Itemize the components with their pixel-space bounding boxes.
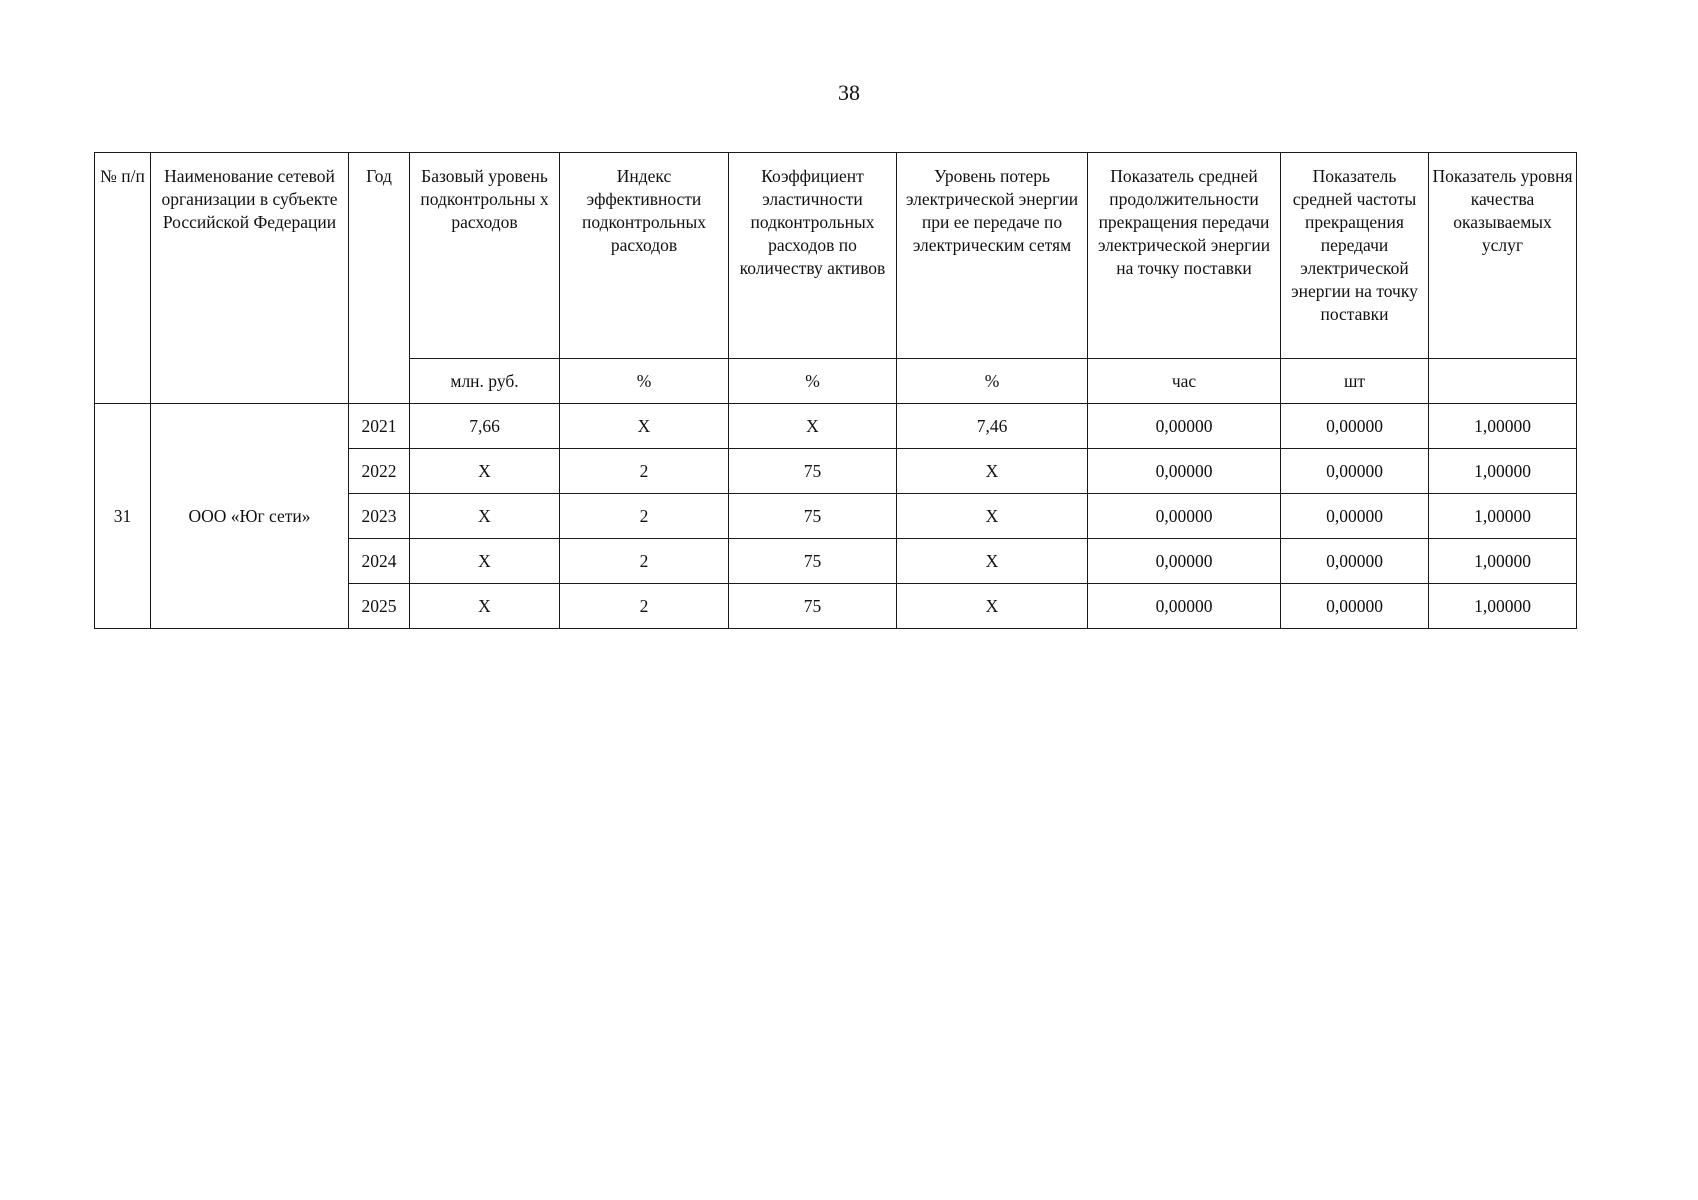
cell-losses-level: 7,46 [897,404,1088,449]
cell-interruption-frequency: 0,00000 [1281,494,1429,539]
cell-losses-level: X [897,449,1088,494]
header-service-quality: Показатель уровня качества оказываемых услуг [1429,153,1577,359]
cell-year: 2023 [349,494,410,539]
cell-interruption-frequency: 0,00000 [1281,404,1429,449]
header-efficiency-index: Индекс эффективности подконтрольных расходов [560,153,729,359]
cell-losses-level: X [897,584,1088,629]
cell-efficiency-index: 2 [560,494,729,539]
tariff-table [94,152,1577,629]
cell-interruption-frequency: 0,00000 [1281,584,1429,629]
cell-interruption-duration: 0,00000 [1088,539,1281,584]
org-number: 31 [95,404,151,629]
header-num: № п/п [95,153,151,404]
cell-service-quality: 1,00000 [1429,494,1577,539]
cell-efficiency-index: 2 [560,584,729,629]
cell-base-costs: 7,66 [410,404,560,449]
cell-interruption-duration: 0,00000 [1088,404,1281,449]
header-interruption-frequency: Показатель средней частоты прекращения передачи электрической энергии на точку поставки [1281,153,1429,359]
unit-base-costs: млн. руб. [410,359,560,404]
cell-elasticity-coef: 75 [729,584,897,629]
cell-elasticity-coef: 75 [729,449,897,494]
cell-year: 2025 [349,584,410,629]
cell-efficiency-index: X [560,404,729,449]
cell-elasticity-coef: X [729,404,897,449]
cell-base-costs: X [410,584,560,629]
cell-interruption-frequency: 0,00000 [1281,449,1429,494]
cell-year: 2021 [349,404,410,449]
cell-elasticity-coef: 75 [729,539,897,584]
cell-elasticity-coef: 75 [729,494,897,539]
cell-interruption-duration: 0,00000 [1088,584,1281,629]
cell-service-quality: 1,00000 [1429,449,1577,494]
cell-efficiency-index: 2 [560,539,729,584]
unit-elasticity-coef: % [729,359,897,404]
cell-year: 2022 [349,449,410,494]
unit-losses-level: % [897,359,1088,404]
cell-year: 2024 [349,539,410,584]
page-number: 38 [838,80,860,105]
header-row [95,153,1577,359]
cell-base-costs: X [410,539,560,584]
cell-service-quality: 1,00000 [1429,584,1577,629]
org-name: ООО «Юг сети» [151,404,349,629]
cell-base-costs: X [410,494,560,539]
header-interruption-duration: Показатель средней продолжительности прекращения передачи электрической энергии на точку поставки [1088,153,1281,359]
cell-service-quality: 1,00000 [1429,404,1577,449]
unit-interruption-duration: час [1088,359,1281,404]
cell-base-costs: X [410,449,560,494]
cell-losses-level: X [897,539,1088,584]
header-org-name: Наименование сетевой организации в субъекте Российской Федерации [151,153,349,404]
header-year: Год [349,153,410,404]
cell-interruption-frequency: 0,00000 [1281,539,1429,584]
cell-interruption-duration: 0,00000 [1088,494,1281,539]
cell-efficiency-index: 2 [560,449,729,494]
table-row [95,404,1577,449]
header-losses-level: Уровень потерь электрической энергии при ее передаче по электрическим сетям [897,153,1088,359]
header-base-costs: Базовый уровень подконтрольны х расходов [410,153,560,359]
header-elasticity-coef: Коэффициент эластичности подконтрольных расходов по количеству активов [729,153,897,359]
unit-service-quality [1429,359,1577,404]
cell-service-quality: 1,00000 [1429,539,1577,584]
cell-interruption-duration: 0,00000 [1088,449,1281,494]
unit-efficiency-index: % [560,359,729,404]
unit-interruption-frequency: шт [1281,359,1429,404]
cell-losses-level: X [897,494,1088,539]
